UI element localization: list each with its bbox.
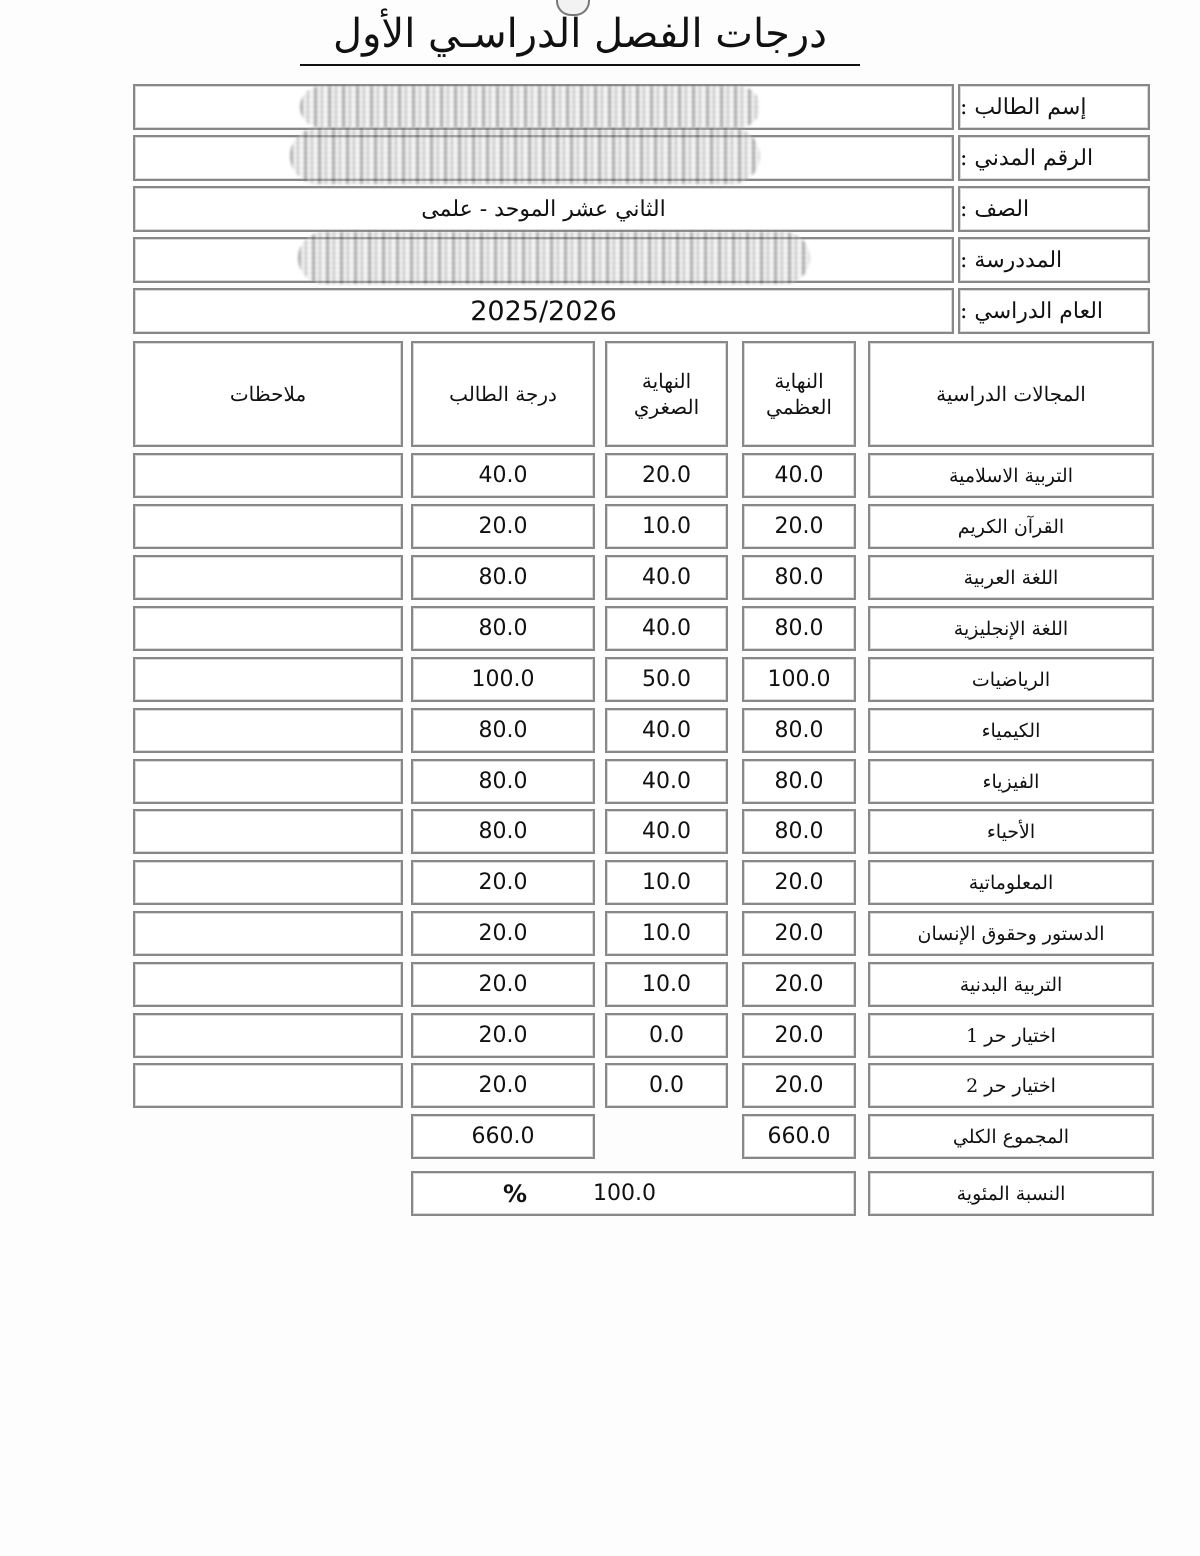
min-cell: 40.0 — [605, 555, 728, 600]
max-cell: 20.0 — [742, 911, 856, 956]
min-cell: 0.0 — [605, 1013, 728, 1058]
notes-cell — [133, 911, 403, 956]
notes-cell — [133, 809, 403, 854]
max-cell: 20.0 — [742, 860, 856, 905]
min-cell: 10.0 — [605, 962, 728, 1007]
subject-cell: الأحياء — [868, 809, 1154, 854]
class-value: الثاني عشر الموحد - علمى — [133, 186, 954, 232]
notes-cell — [133, 657, 403, 702]
notes-cell — [133, 860, 403, 905]
subject-cell: الرياضيات — [868, 657, 1154, 702]
redacted-school — [298, 232, 810, 284]
header-min: النهاية الصغري — [605, 341, 728, 447]
min-cell: 40.0 — [605, 606, 728, 651]
grade-cell: 40.0 — [411, 453, 595, 498]
notes-cell — [133, 759, 403, 804]
min-cell: 0.0 — [605, 1063, 728, 1108]
total-label: المجموع الكلي — [868, 1114, 1154, 1159]
subject-cell: اللغة العربية — [868, 555, 1154, 600]
grade-cell: 80.0 — [411, 708, 595, 753]
notes-cell — [133, 504, 403, 549]
subject-cell: الكيمياء — [868, 708, 1154, 753]
max-cell: 20.0 — [742, 1063, 856, 1108]
redacted-civil-id — [290, 128, 760, 184]
notes-cell — [133, 453, 403, 498]
class-label: الصف : — [958, 186, 1150, 232]
grade-cell: 20.0 — [411, 962, 595, 1007]
grade-cell: 20.0 — [411, 1063, 595, 1108]
percent-sign: % — [503, 1179, 528, 1208]
grade-cell: 80.0 — [411, 606, 595, 651]
max-cell: 80.0 — [742, 759, 856, 804]
percent-box — [411, 1171, 856, 1216]
max-cell: 40.0 — [742, 453, 856, 498]
grade-cell: 20.0 — [411, 504, 595, 549]
grade-cell: 80.0 — [411, 809, 595, 854]
subject-cell: الدستور وحقوق الإنسان — [868, 911, 1154, 956]
subject-cell: التربية البدنية — [868, 962, 1154, 1007]
year-label: العام الدراسي : — [958, 288, 1150, 334]
min-cell: 40.0 — [605, 809, 728, 854]
subject-cell: الفيزياء — [868, 759, 1154, 804]
notes-cell — [133, 708, 403, 753]
max-cell: 20.0 — [742, 962, 856, 1007]
name-label: إسم الطالب : — [958, 84, 1150, 130]
civil-id-label: الرقم المدني : — [958, 135, 1150, 181]
notes-cell — [133, 606, 403, 651]
header-max: النهاية العظمي — [742, 341, 856, 447]
grade-cell: 100.0 — [411, 657, 595, 702]
percent-label: النسبة المئوية — [868, 1171, 1154, 1216]
header-notes: ملاحظات — [133, 341, 403, 447]
grade-cell: 20.0 — [411, 911, 595, 956]
grade-cell: 20.0 — [411, 860, 595, 905]
subject-cell: اختيار حر 1 — [868, 1013, 1154, 1058]
notes-cell — [133, 1013, 403, 1058]
min-cell: 40.0 — [605, 708, 728, 753]
max-cell: 100.0 — [742, 657, 856, 702]
redacted-name — [300, 86, 760, 128]
grade-cell: 80.0 — [411, 759, 595, 804]
percent-value: 100.0 — [593, 1181, 656, 1206]
school-label: المددرسة : — [958, 237, 1150, 283]
max-cell: 80.0 — [742, 708, 856, 753]
min-cell: 10.0 — [605, 911, 728, 956]
subject-cell: اختيار حر 2 — [868, 1063, 1154, 1108]
min-cell: 20.0 — [605, 453, 728, 498]
header-grade: درجة الطالب — [411, 341, 595, 447]
notes-cell — [133, 555, 403, 600]
total-grade: 660.0 — [411, 1114, 595, 1159]
header-subject: المجالات الدراسية — [868, 341, 1154, 447]
notes-cell — [133, 1063, 403, 1108]
max-cell: 20.0 — [742, 1013, 856, 1058]
min-cell: 10.0 — [605, 860, 728, 905]
max-cell: 80.0 — [742, 555, 856, 600]
max-cell: 80.0 — [742, 809, 856, 854]
page-title: درجات الفصل الدراسـي الأول — [300, 8, 860, 66]
min-cell: 50.0 — [605, 657, 728, 702]
max-cell: 20.0 — [742, 504, 856, 549]
subject-cell: القرآن الكريم — [868, 504, 1154, 549]
subject-cell: التربية الاسلامية — [868, 453, 1154, 498]
notes-cell — [133, 962, 403, 1007]
max-cell: 80.0 — [742, 606, 856, 651]
grade-cell: 80.0 — [411, 555, 595, 600]
min-cell: 10.0 — [605, 504, 728, 549]
subject-cell: اللغة الإنجليزية — [868, 606, 1154, 651]
total-max: 660.0 — [742, 1114, 856, 1159]
grade-cell: 20.0 — [411, 1013, 595, 1058]
min-cell: 40.0 — [605, 759, 728, 804]
subject-cell: المعلوماتية — [868, 860, 1154, 905]
year-value: 2025/2026 — [133, 288, 954, 334]
